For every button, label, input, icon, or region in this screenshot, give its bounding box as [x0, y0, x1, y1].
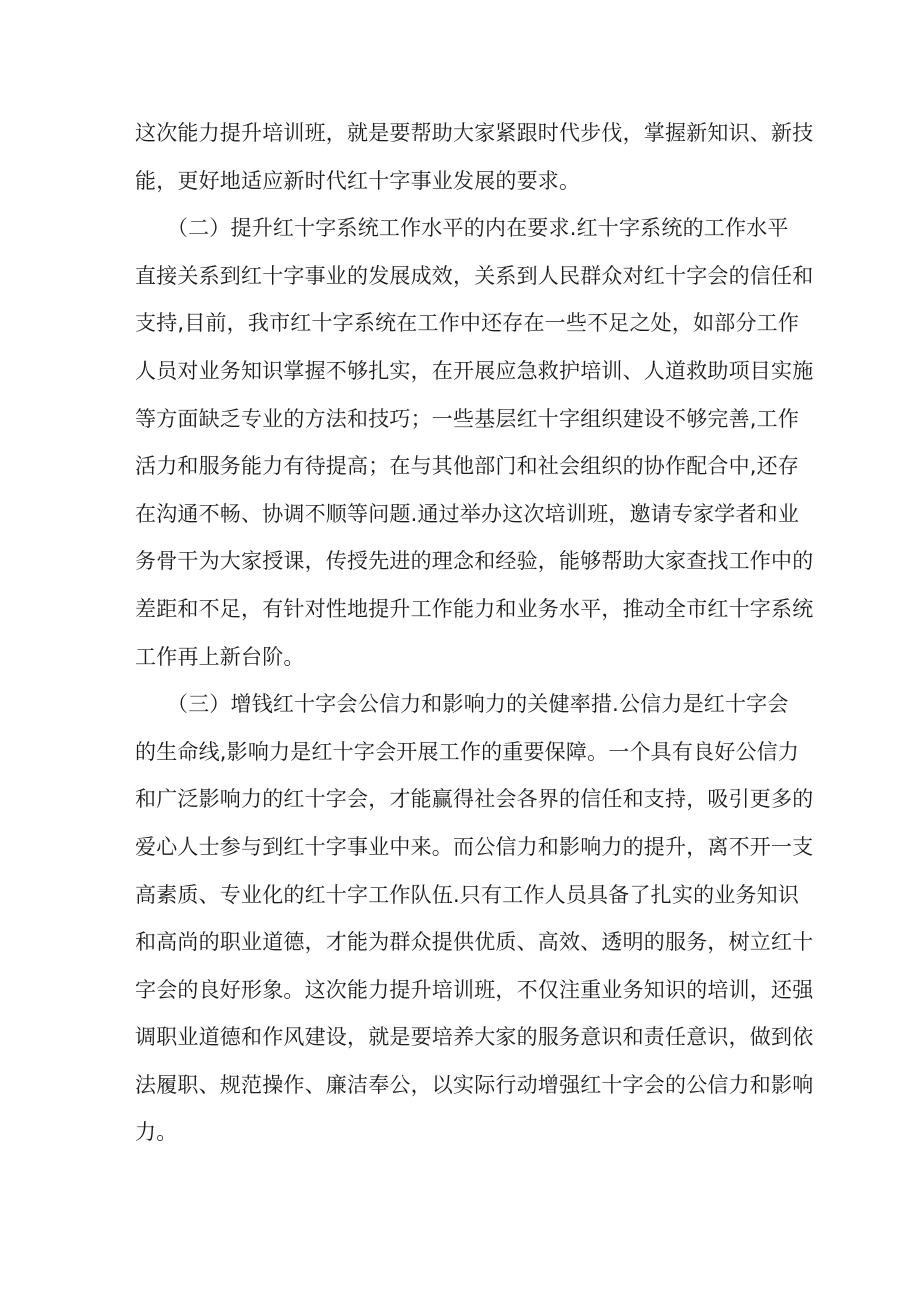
text-line: 在沟通不畅、协调不顺等问题.通过举办这次培训班，邀请专家学者和业 [135, 501, 800, 526]
text-line: 法履职、规范操作、廉洁奉公，以实际行动增强红十字会的公信力和影响 [135, 1072, 814, 1097]
text-line: 直接关系到红十字事业的发展成效，关系到人民群众对红十字会的信任和 [135, 263, 814, 288]
text-line: 工作再上新台阶。 [135, 644, 305, 669]
paragraph-1 [135, 110, 814, 205]
text-line: 差距和不足，有针对性地提升工作能力和业务水平，推动全市红十字系统 [135, 596, 814, 621]
text-line: 的生命线,影响力是红十字会开展工作的重要保障。一个具有良好公信力 [135, 739, 800, 764]
text-line: 调职业道德和作风建设，就是要培养大家的服务意识和责任意识，做到依 [135, 1025, 814, 1050]
text-line: 字会的良好形象。这次能力提升培训班，不仅注重业务知识的培训，还强 [135, 977, 814, 1002]
text-line: （二）提升红十字系统工作水平的内在要求.红十字系统的工作水平 [135, 216, 789, 241]
paragraph-3 [135, 681, 814, 1157]
text-line: 和广泛影响力的红十字会，才能赢得社会各界的信任和支持，吸引更多的 [135, 787, 814, 812]
text-line: 力。 [135, 1120, 178, 1145]
text-line: 等方面缺乏专业的方法和技巧；一些基层红十字组织建设不够完善,工作 [135, 406, 800, 431]
text-line: 务骨干为大家授课，传授先进的理念和经验，能够帮助大家查找工作中的 [135, 549, 814, 574]
text-line: 人员对业务知识掌握不够扎实，在开展应急救护培训、人道救助项目实施 [135, 358, 814, 383]
document-body [135, 110, 814, 1157]
text-line: 支持,目前，我市红十字系统在工作中还存在一些不足之处，如部分工作 [135, 311, 800, 336]
text-line: 和高尚的职业道德，才能为群众提供优质、高效、透明的服务，树立红十 [135, 930, 814, 955]
text-line: 活力和服务能力有待提高；在与其他部门和社会组织的协作配合中,还存 [135, 454, 800, 479]
text-line: （三）增钱红十字会公信力和影响力的关健率措.公信力是红十字会 [135, 692, 789, 717]
text-line: 能，更好地适应新时代红十字事业发展的要求。 [135, 168, 581, 193]
text-line: 这次能力提升培训班，就是要帮助大家紧跟时代步伐，掌握新知识、新技 [135, 121, 814, 145]
paragraph-2 [135, 205, 814, 681]
text-line: 爱心人士参与到红十字事业中来。而公信力和影响力的提升，离不开一支 [135, 834, 814, 859]
text-line: 高素质、专业化的红十字工作队伍.只有工作人员具备了扎实的业务知识 [135, 882, 800, 907]
